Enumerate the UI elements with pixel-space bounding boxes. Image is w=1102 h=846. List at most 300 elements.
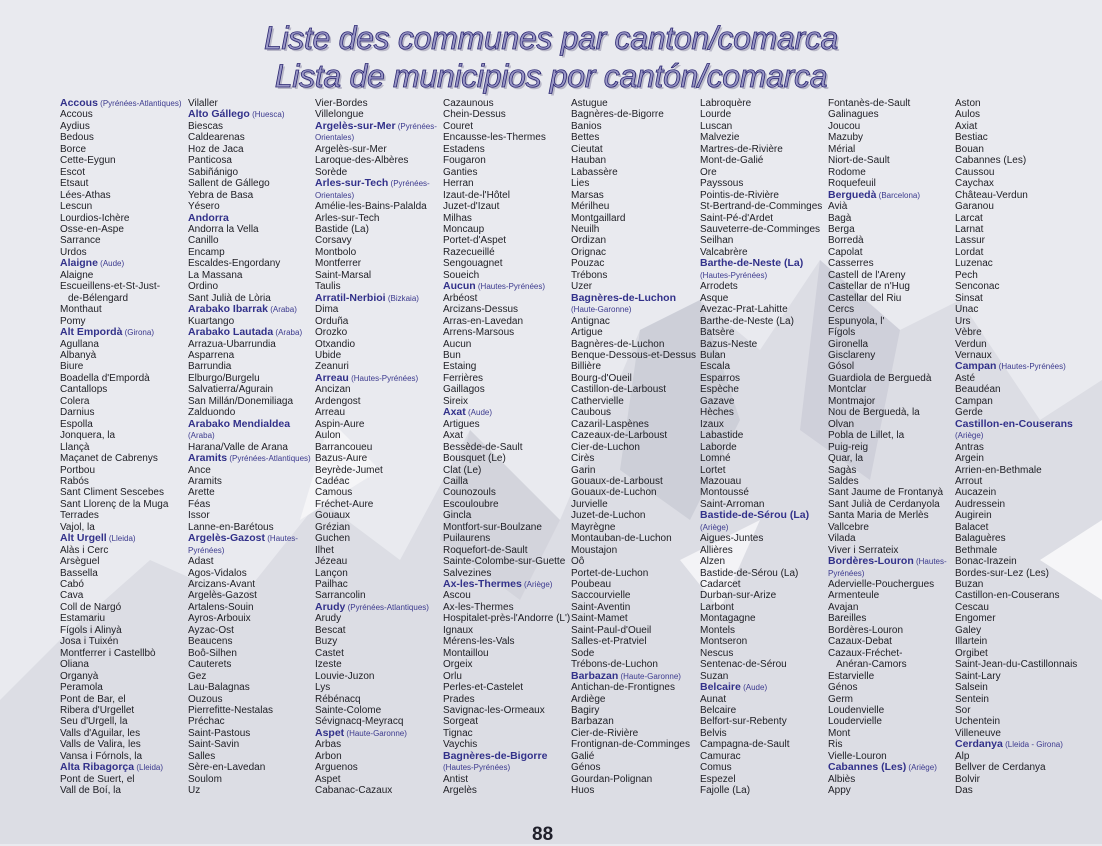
commune-entry: Sireix (443, 395, 469, 407)
commune-entry: Kuartango (188, 315, 235, 327)
commune-entry: Aigues-Juntes (700, 533, 764, 545)
commune-entry: Castet (315, 647, 344, 659)
canton-name: Aramits (188, 453, 228, 465)
commune-entry: Caussou (955, 166, 995, 178)
commune-entry: Juzet-de-Luchon (571, 510, 646, 522)
commune-entry: Montmajor (828, 395, 876, 407)
canton-name: Alt Urgell (60, 533, 107, 545)
commune-entry: Cazaux-Debat (828, 636, 892, 648)
commune-entry: Arles-sur-Tech (315, 212, 380, 224)
canton-heading (188, 327, 316, 338)
commune-entry: Taulis (315, 281, 341, 293)
canton-heading (443, 281, 571, 292)
commune-entry: Perles-et-Castelet (443, 682, 524, 694)
canton-heading (315, 602, 443, 613)
commune-entry: Aunat (700, 693, 727, 705)
commune-entry: Arcizans-Dessus (443, 304, 519, 316)
commune-entry: Bescat (315, 624, 346, 636)
canton-name: Alaigne (60, 258, 98, 270)
commune-entry: Pouzac (571, 258, 605, 270)
commune-entry: Sévignacq-Meyracq (315, 716, 404, 728)
commune-entry: Verdun (955, 338, 987, 350)
commune-entry: Nescus (700, 647, 734, 659)
commune-entry: Maçanet de Cabrenys (60, 453, 158, 465)
commune-entry: Biure (60, 361, 84, 373)
commune-entry: Lomné (700, 453, 731, 465)
canton-heading (188, 533, 316, 544)
commune-entry: Gazave (700, 395, 735, 407)
commune-entry: Roquefort-de-Sault (443, 544, 528, 556)
canton-name: Arabako Ibarrak (188, 304, 268, 316)
commune-entry: Barrancoueu (315, 441, 373, 453)
page-number: 88 (532, 824, 554, 845)
commune-entry: Valcabrère (700, 246, 748, 258)
commune-entry: Luscan (700, 120, 733, 132)
canton-name: Axat (443, 407, 466, 419)
commune-entry: Montbolo (315, 246, 357, 258)
commune-entry: Boô-Silhen (188, 647, 237, 659)
commune-entry: Cier-de-Rivière (571, 727, 639, 739)
canton-region: (Lleida) (106, 534, 136, 544)
commune-entry: Hauban (571, 155, 607, 167)
canton-heading (188, 213, 316, 224)
commune-entry: Antignac (571, 315, 610, 327)
commune-column-6 (700, 98, 828, 797)
commune-entry: Pobla de Lillet, la (828, 430, 905, 442)
commune-entry: Cazaux-Fréchet- (828, 647, 903, 659)
canton-heading (60, 533, 188, 544)
commune-entry: Quar, la (828, 453, 864, 465)
commune-entry: Sant Climent Sescebes (60, 487, 164, 499)
canton-heading (60, 327, 188, 338)
commune-entry: Aucazein (955, 487, 997, 499)
commune-entry: Arrien-en-Bethmale (955, 464, 1042, 476)
commune-entry: Bettes (571, 132, 600, 144)
commune-entry: Salsein (955, 682, 988, 694)
commune-entry: Balaguères (955, 533, 1006, 545)
commune-entry: Bagiry (571, 705, 600, 717)
canton-region: (Araba) (273, 328, 303, 338)
canton-region: (Hautes-Pyrénées) (700, 270, 768, 280)
commune-entry: Saint-Jean-du-Castillonnais (955, 659, 1078, 671)
canton-region: (Barcelona) (876, 190, 921, 200)
canton-region: (Hautes-Pyrénées) (348, 373, 419, 383)
commune-entry: Benque-Dessous-et-Dessus (571, 349, 697, 361)
commune-entry: Luzenac (955, 258, 993, 270)
commune-entry: Seilhan (700, 235, 734, 247)
commune-entry: Billière (571, 361, 602, 373)
commune-entry: Avajan (828, 601, 859, 613)
commune-entry: Comus (700, 762, 732, 774)
commune-entry: Gerde (955, 407, 983, 419)
commune-entry: Lordat (955, 246, 984, 258)
commune-entry: Pointis-de-Rivière (700, 189, 779, 201)
commune-entry: Sant Llorenç de la Muga (60, 498, 169, 510)
commune-entry: Uz (188, 785, 201, 797)
commune-entry: Arras-en-Lavedan (443, 315, 524, 327)
commune-entry: Loudervielle (828, 716, 882, 728)
commune-entry: Encamp (188, 246, 225, 258)
commune-entry: Batsère (700, 327, 735, 339)
commune-entry: Guchen (315, 533, 351, 545)
canton-name: Bagnères-de-Bigorre (443, 750, 548, 762)
commune-entry: Belcaire (700, 705, 737, 717)
commune-entry: Izaux (700, 418, 724, 430)
commune-entry: Castellar del Riu (828, 292, 902, 304)
commune-entry: Issor (188, 510, 210, 522)
commune-entry: Bun (443, 349, 461, 361)
commune-entry: Belfort-sur-Rebenty (700, 716, 787, 728)
canton-name: Arabako Lautada (188, 327, 274, 339)
commune-entry: Argelès (443, 785, 477, 797)
commune-entry: Labastide (700, 430, 744, 442)
commune-entry: Arbon (315, 750, 342, 762)
commune-entry: Mont (828, 727, 851, 739)
commune-entry: Ouzous (188, 693, 223, 705)
commune-entry: Albanyà (60, 349, 97, 361)
commune-entry: Harana/Valle de Arana (188, 441, 288, 453)
commune-entry: Orgeix (443, 659, 473, 671)
commune-entry: Gaillagos (443, 384, 485, 396)
commune-entry: Borce (60, 143, 87, 155)
commune-entry: Ilhet (315, 544, 334, 556)
commune-entry: Zeanuri (315, 361, 349, 373)
commune-entry: Saint-Pastous (188, 727, 251, 739)
commune-entry: Unac (955, 304, 979, 316)
commune-entry: Espezel (700, 773, 736, 785)
commune-entry: Portet-de-Luchon (571, 567, 649, 579)
commune-entry: Aramits (188, 475, 222, 487)
commune-entry: Jurvielle (571, 498, 608, 510)
canton-name: Argelès-sur-Mer (315, 120, 396, 132)
commune-entry: Château-Verdun (955, 189, 1028, 201)
commune-entry: Pierrefitte-Nestalas (188, 705, 274, 717)
commune-column-3 (315, 98, 443, 797)
commune-entry: Saldes (828, 475, 859, 487)
commune-entry: Alp (955, 750, 970, 762)
commune-entry: Ganties (443, 166, 478, 178)
commune-entry: Escueillens-et-St-Just- (60, 281, 161, 293)
canton-region: (Haute-Garonne) (618, 671, 681, 681)
commune-entry: Aspet (315, 773, 341, 785)
commune-entry: Sainte-Colombe-sur-Guette (443, 556, 566, 568)
commune-entry: Ayzac-Ost (188, 624, 234, 636)
commune-entry: Axat (443, 430, 464, 442)
commune-entry: Gironella (828, 338, 869, 350)
commune-entry: Etsaut (60, 178, 89, 190)
commune-entry: Suzan (700, 670, 729, 682)
canton-region: (Ariège) (700, 522, 729, 532)
canton-region: (Huesca) (249, 110, 285, 120)
commune-entry: Bethmale (955, 544, 998, 556)
commune-entry: Counozouls (443, 487, 496, 499)
commune-entry: Portet-d'Aspet (443, 235, 507, 247)
commune-entry: Hospitalet-près-l'Andorre (L') (443, 613, 571, 625)
commune-entry: Mayrègne (571, 521, 616, 533)
commune-entry: Rodome (828, 166, 866, 178)
commune-entry: Sère-en-Lavedan (188, 762, 266, 774)
canton-heading (188, 419, 316, 430)
canton-heading (443, 751, 571, 762)
commune-entry: Salles-et-Pratviel (571, 636, 647, 648)
canton-heading (188, 109, 316, 120)
commune-entry: Ore (700, 166, 717, 178)
commune-entry: Santa Maria de Merlès (828, 510, 929, 522)
commune-entry: Barrundia (188, 361, 232, 373)
commune-entry: Aucun (443, 338, 472, 350)
commune-entry: Soulom (188, 773, 222, 785)
commune-entry: Gisclareny (828, 349, 876, 361)
commune-entry: Saint-Pé-d'Ardet (700, 212, 774, 224)
commune-entry: Alàs i Cerc (60, 544, 109, 556)
commune-entry: Estamariu (60, 613, 106, 625)
commune-entry: Peramola (60, 682, 103, 694)
commune-entry: Bastide (La) (315, 223, 369, 235)
commune-column-4 (443, 98, 571, 797)
commune-entry: Cantallops (60, 384, 108, 396)
commune-entry: Bellver de Cerdanya (955, 762, 1046, 774)
commune-entry: Laborde (700, 441, 737, 453)
canton-region: (Hautes-Pyrénées) (443, 763, 511, 773)
commune-entry: Sor (955, 705, 971, 717)
commune-entry: Arudy (315, 613, 342, 625)
commune-entry: Darnius (60, 407, 95, 419)
canton-region: Pyrénées) (188, 545, 225, 555)
commune-entry: Campagna-de-Sault (700, 739, 790, 751)
commune-entry: Asparrena (188, 349, 235, 361)
commune-entry: Arrens-Marsous (443, 327, 515, 339)
canton-region: (Pyrénées-Atlantiques) (97, 99, 182, 108)
canton-region: (Lleida - Girona) (1002, 740, 1063, 750)
commune-entry: de-Bélengard (68, 292, 129, 304)
commune-entry: Sagàs (828, 464, 857, 476)
commune-entry: Saint-Paul-d'Oueil (571, 624, 652, 636)
commune-entry: Castell de l'Areny (828, 269, 906, 281)
commune-entry: Sabiñánigo (188, 166, 239, 178)
commune-entry: Oliana (60, 659, 89, 671)
commune-entry: Montoussé (700, 487, 749, 499)
commune-entry: Moncaup (443, 223, 485, 235)
commune-entry: Gouaux-de-Luchon (571, 487, 657, 499)
commune-entry: Buzy (315, 636, 338, 648)
canton-heading (571, 671, 699, 682)
canton-heading (188, 304, 316, 315)
commune-entry: Salvezines (443, 567, 492, 579)
commune-entry: Coll de Nargó (60, 601, 122, 613)
canton-name: Ax-les-Thermes (443, 579, 522, 591)
commune-entry: Malvezie (700, 132, 740, 144)
commune-entry: Neuilh (571, 223, 600, 235)
commune-entry: Organyà (60, 670, 99, 682)
commune-entry: Lassur (955, 235, 986, 247)
commune-entry: Niort-de-Sault (828, 155, 890, 167)
commune-entry: Campan (955, 395, 993, 407)
commune-entry: Portbou (60, 464, 96, 476)
commune-entry: Cette-Eygun (60, 155, 116, 167)
commune-entry: Beyrède-Jumet (315, 464, 383, 476)
commune-entry: Vansa i Fórnols, la (60, 750, 143, 762)
canton-region: (Ariège) (906, 763, 937, 773)
commune-entry: Razecueillé (443, 246, 495, 258)
commune-entry: Andorra la Vella (188, 223, 259, 235)
commune-entry: Audressein (955, 498, 1006, 510)
canton-region: (Aude) (740, 683, 768, 693)
commune-entry: Larcat (955, 212, 983, 224)
commune-entry: Sainte-Colome (315, 705, 382, 717)
commune-entry: Montauban-de-Luchon (571, 533, 672, 545)
commune-entry: Arreau (315, 407, 346, 419)
commune-entry: Pomy (60, 315, 86, 327)
commune-entry: Banios (571, 120, 602, 132)
commune-entry: Juzet-d'Izaut (443, 201, 500, 213)
commune-column-5 (571, 98, 699, 797)
commune-entry: Caldearenas (188, 132, 245, 144)
canton-heading (955, 739, 1083, 750)
canton-region: (Pyrénées- (388, 179, 430, 189)
canton-name: Belcaire (700, 682, 741, 694)
commune-entry: Cadarcet (700, 579, 741, 591)
canton-name: Berguedà (828, 189, 877, 201)
commune-entry: Saccourvielle (571, 590, 631, 602)
canton-region: (Aude) (465, 408, 492, 418)
commune-entry: Monthaut (60, 304, 102, 316)
commune-entry: Fajolle (La) (700, 785, 751, 797)
commune-entry: Argein (955, 453, 984, 465)
commune-entry: Accous (60, 109, 93, 121)
commune-entry: Poubeau (571, 579, 612, 591)
commune-entry: Orgibet (955, 647, 988, 659)
commune-entry: Sentein (955, 693, 989, 705)
commune-entry: Aston (955, 98, 981, 109)
canton-heading (60, 762, 188, 773)
commune-entry: Dima (315, 304, 339, 316)
commune-entry: Caubous (571, 407, 612, 419)
commune-entry: Vielle-Louron (828, 750, 887, 762)
commune-entry: Antist (443, 773, 469, 785)
commune-entry: Salles (188, 750, 216, 762)
commune-entry: Agos-Vidalos (188, 567, 247, 579)
commune-entry: Bousquet (Le) (443, 453, 506, 465)
commune-entry: Ascou (443, 590, 471, 602)
commune-entry: Bassella (60, 567, 98, 579)
commune-entry: Berga (828, 223, 855, 235)
canton-heading (828, 190, 956, 201)
commune-entry: Saint-Lary (955, 670, 1001, 682)
commune-entry: Encausse-les-Thermes (443, 132, 546, 144)
commune-entry: Bastide-de-Sérou (La) (700, 567, 799, 579)
commune-entry: Cabanac-Cazaux (315, 785, 393, 797)
canton-region: (Hautes- (265, 534, 298, 544)
commune-entry: Couret (443, 120, 474, 132)
commune-entry: Ribera d'Urgellet (60, 705, 135, 717)
commune-entry: Sode (571, 647, 595, 659)
commune-entry: Bazus-Neste (700, 338, 758, 350)
commune-entry: Aspin-Aure (315, 418, 365, 430)
commune-entry: Sauveterre-de-Comminges (700, 223, 821, 235)
commune-entry: Ax-les-Thermes (443, 601, 514, 613)
commune-entry: Trébons (571, 269, 608, 281)
commune-entry: Escala (700, 361, 731, 373)
commune-entry: Louvie-Juzon (315, 670, 375, 682)
canton-region: Orientales) (315, 133, 355, 143)
page-title-french: Liste des communes par canton/comarca (263, 20, 839, 56)
commune-entry: Artigues (443, 418, 480, 430)
commune-entry: Elburgo/Burgelu (188, 372, 260, 384)
commune-entry: Labroquère (700, 98, 752, 109)
commune-entry: Arrazua-Ubarrundia (188, 338, 276, 350)
canton-heading (443, 407, 571, 418)
commune-entry: Vèbre (955, 327, 982, 339)
canton-region: (Haute-Garonne) (344, 728, 407, 738)
commune-entry: Lescun (60, 201, 93, 213)
canton-region: (Pyrénées- (395, 121, 437, 131)
commune-entry: Ubide (315, 349, 342, 361)
commune-entry: Puilaurens (443, 533, 491, 545)
commune-entry: Llançà (60, 441, 90, 453)
commune-entry: Anéran-Camors (836, 659, 907, 671)
commune-entry: Antichan-de-Frontignes (571, 682, 675, 694)
canton-heading (828, 556, 956, 567)
commune-entry: Vilaller (188, 98, 218, 109)
commune-entry: Mazuby (828, 132, 864, 144)
commune-entry: Barbazan (571, 716, 614, 728)
commune-entry: Bordes-sur-Lez (Les) (955, 567, 1049, 579)
commune-entry: Orignac (571, 246, 607, 258)
commune-entry: Cier-de-Luchon (571, 441, 640, 453)
commune-entry: Armenteule (828, 590, 880, 602)
commune-entry: Arcizans-Avant (188, 579, 256, 591)
commune-entry: Cailla (443, 475, 469, 487)
commune-entry: Terrades (60, 510, 99, 522)
commune-entry: Antras (955, 441, 984, 453)
canton-heading (315, 728, 443, 739)
canton-heading (315, 373, 443, 384)
canton-heading (315, 293, 443, 304)
commune-entry: Bouan (955, 143, 984, 155)
canton-name: Barbazan (571, 670, 619, 682)
canton-region: (Hautes-Pyrénées) (996, 362, 1066, 372)
commune-entry: Boadella d'Empordà (60, 372, 150, 384)
commune-entry: Castellar de n'Hug (828, 281, 910, 293)
commune-entry: Lies (571, 178, 590, 190)
commune-entry: Engomer (955, 613, 996, 625)
commune-column-8 (955, 98, 1083, 797)
canton-name: Alt Empordà (60, 327, 123, 339)
commune-entry: Jonquera, la (60, 430, 116, 442)
commune-entry: Yésero (188, 201, 220, 213)
canton-name: Bastide-de-Sérou (La) (700, 510, 810, 522)
commune-entry: Bedous (60, 132, 94, 144)
commune-entry: Mazouau (700, 475, 742, 487)
canton-name: Arabako Mendialdea (188, 418, 291, 430)
commune-entry: Herran (443, 178, 474, 190)
commune-entry: Gouaux-de-Larboust (571, 475, 663, 487)
commune-entry: Orozko (315, 327, 348, 339)
commune-entry: Marsas (571, 189, 604, 201)
commune-entry: Mérens-les-Vals (443, 636, 515, 648)
commune-entry: Cauterets (188, 659, 232, 671)
commune-entry: Amélie-les-Bains-Palalda (315, 201, 427, 213)
commune-entry: Osse-en-Aspe (60, 223, 124, 235)
commune-entry: Arrodets (700, 281, 738, 293)
canton-region: (Lleida) (134, 763, 164, 773)
commune-entry: Gouaux (315, 510, 351, 522)
canton-name: Argelès-Gazost (188, 533, 266, 545)
canton-region: (Pyrénées-Atlantiques) (345, 602, 429, 612)
commune-entry: Jézeau (315, 556, 348, 568)
commune-entry: Capolat (828, 246, 863, 258)
commune-entry: Tignac (443, 727, 473, 739)
